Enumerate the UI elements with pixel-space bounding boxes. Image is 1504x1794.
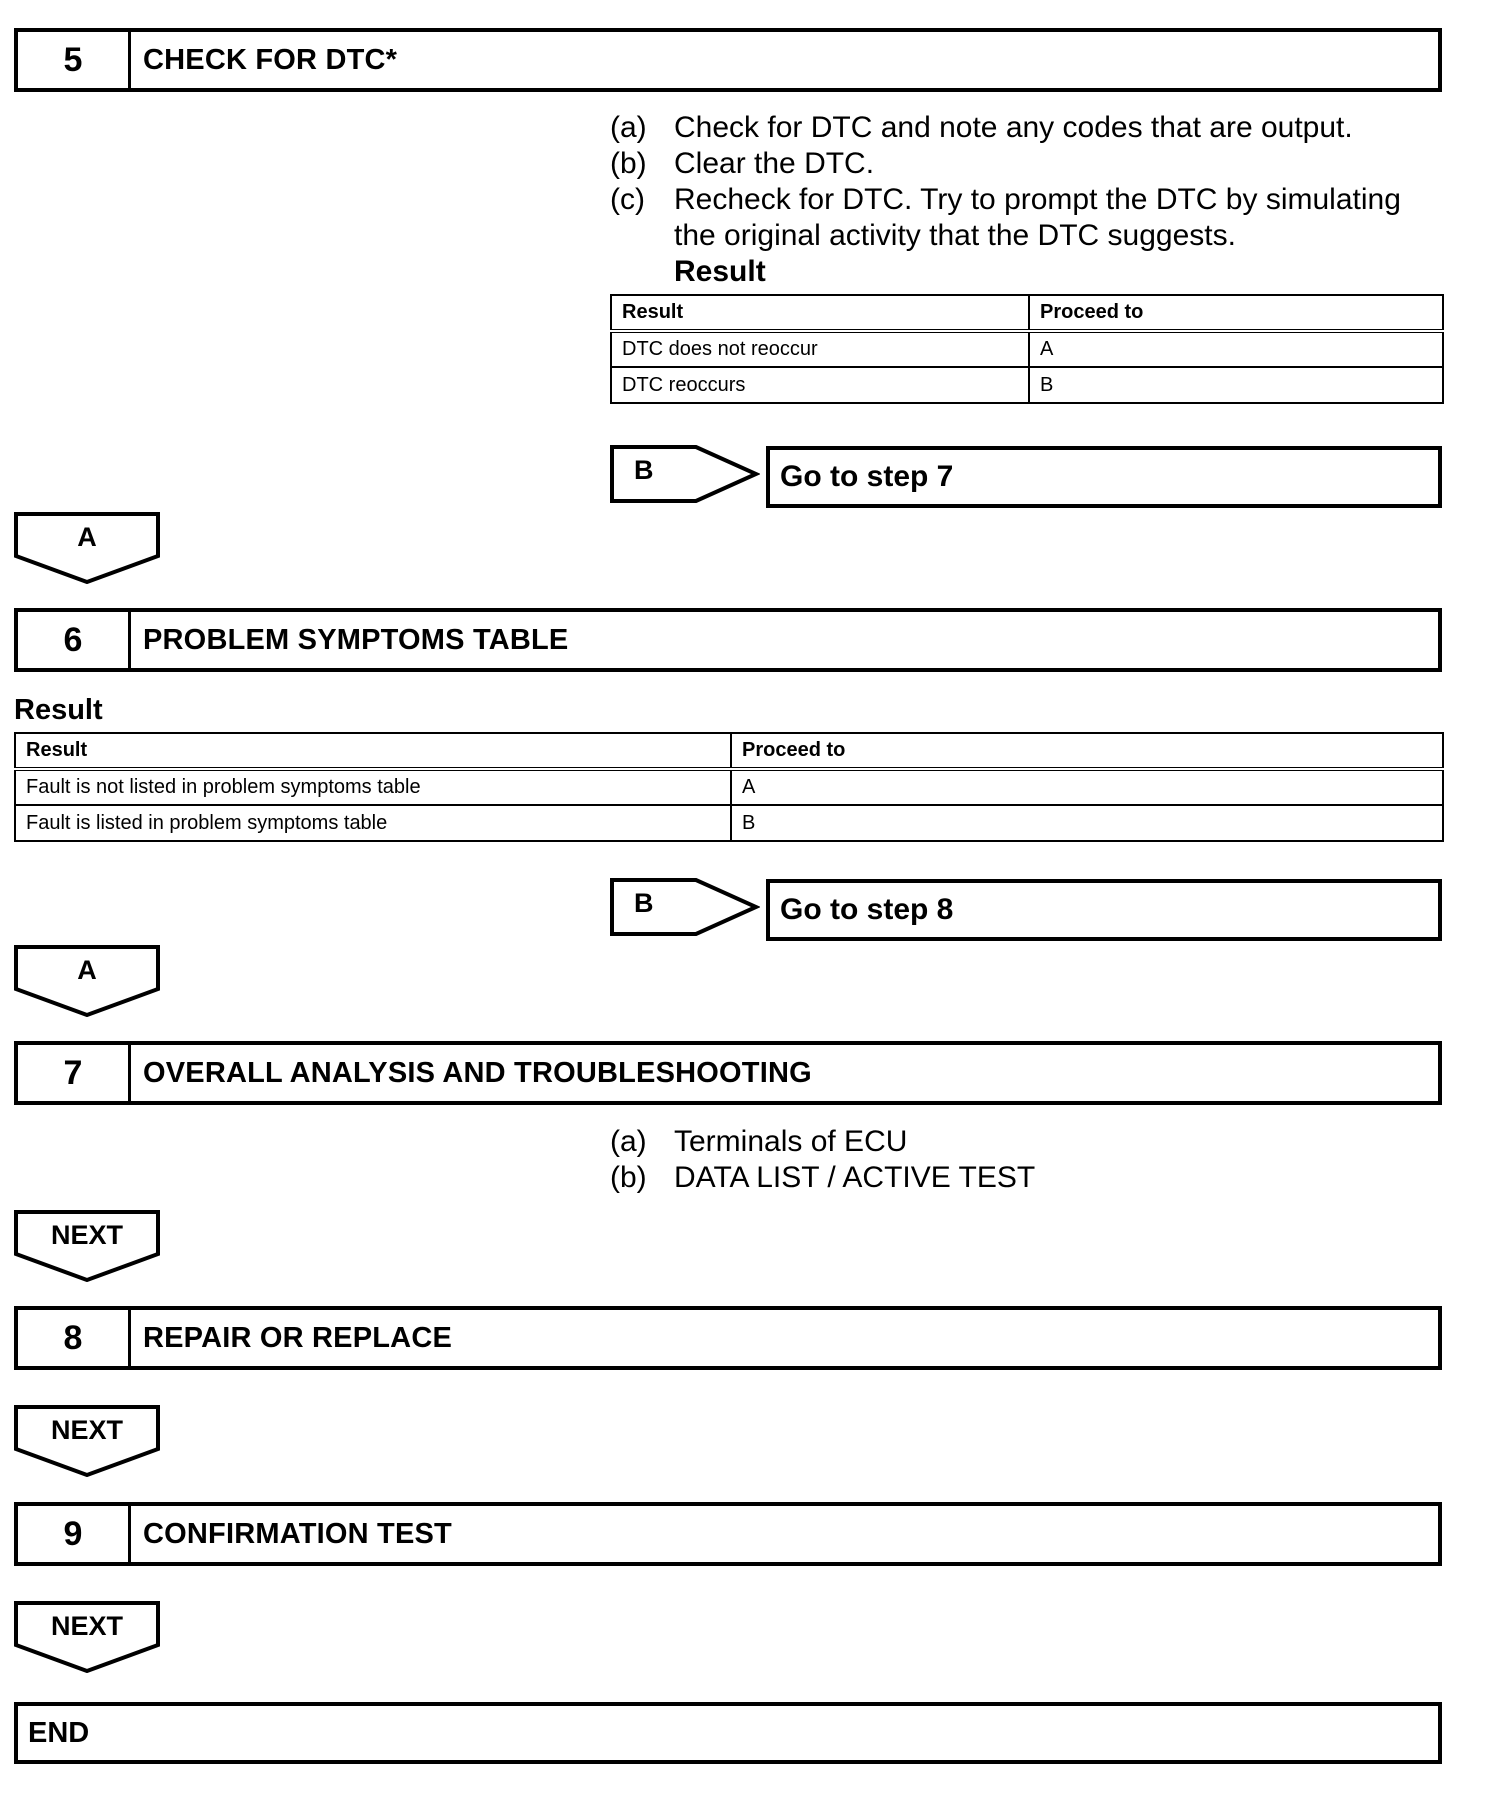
flow-arrow-next	[14, 1405, 160, 1477]
instruction-label: (b)	[610, 1161, 647, 1194]
table-cell: DTC does not reoccur	[611, 331, 1029, 367]
end-box: END	[14, 1702, 1442, 1764]
right-pointer-icon	[610, 445, 760, 503]
instruction-item	[610, 1124, 1450, 1160]
instruction-item	[610, 182, 1450, 254]
step-5-result-table	[610, 294, 1444, 404]
goto-step-7-box: Go to step 7	[766, 446, 1442, 508]
result-heading: Result	[14, 694, 103, 726]
step-number: 9	[18, 1506, 131, 1562]
step-title: CONFIRMATION TEST	[143, 1517, 452, 1550]
instruction-item	[610, 146, 1450, 182]
instruction-text: Terminals of ECU	[674, 1125, 908, 1158]
instruction-label: (b)	[610, 147, 647, 180]
instruction-text: Clear the DTC.	[674, 147, 875, 180]
flow-label: A	[77, 955, 97, 985]
table-row	[15, 769, 1443, 805]
step-6-header	[14, 608, 1442, 672]
table-cell: A	[731, 769, 1443, 805]
step-number: 8	[18, 1310, 131, 1366]
instruction-text: DATA LIST / ACTIVE TEST	[674, 1161, 1036, 1194]
flow-label: NEXT	[50, 1611, 123, 1641]
flow-arrow-a	[14, 512, 160, 584]
step-9-header	[14, 1502, 1442, 1566]
instruction-label: (c)	[610, 183, 645, 216]
step-7-instructions	[610, 1124, 1450, 1196]
table-cell: B	[731, 805, 1443, 841]
flow-label: NEXT	[50, 1220, 123, 1250]
column-header: Proceed to	[731, 733, 1443, 769]
column-header: Result	[611, 295, 1029, 331]
step-number: 7	[18, 1045, 131, 1101]
instruction-item	[610, 110, 1450, 146]
branch-b-arrow	[610, 878, 760, 936]
table-row	[611, 367, 1443, 403]
table-cell: Fault is listed in problem symptoms table	[15, 805, 731, 841]
branch-label: B	[634, 888, 654, 918]
step-5-header	[14, 28, 1442, 92]
instruction-text: Recheck for DTC. Try to prompt the DTC by simulating the original activity that the DTC suggests.	[674, 183, 1401, 252]
branch-b-arrow	[610, 445, 760, 503]
table-cell: B	[1029, 367, 1443, 403]
step-5-instructions	[610, 110, 1450, 290]
step-number: 6	[18, 612, 131, 668]
table-cell: DTC reoccurs	[611, 367, 1029, 403]
table-row	[15, 805, 1443, 841]
flow-label: A	[77, 522, 97, 552]
step-title: PROBLEM SYMPTOMS TABLE	[143, 623, 569, 656]
flow-label: NEXT	[50, 1415, 123, 1445]
step-title: REPAIR OR REPLACE	[143, 1321, 453, 1354]
result-heading: Result	[674, 255, 766, 288]
table-cell: Fault is not listed in problem symptoms table	[15, 769, 731, 805]
goto-step-8-box: Go to step 8	[766, 879, 1442, 941]
table-row	[611, 331, 1443, 367]
flow-arrow-next	[14, 1210, 160, 1282]
step-title: CHECK FOR DTC*	[143, 43, 398, 76]
step-7-header	[14, 1041, 1442, 1105]
instruction-text: Check for DTC and note any codes that are output.	[674, 111, 1353, 144]
flow-arrow-next	[14, 1601, 160, 1673]
instruction-label: (a)	[610, 111, 647, 144]
table-cell: A	[1029, 331, 1443, 367]
flow-arrow-a	[14, 945, 160, 1017]
step-6-result-table	[14, 732, 1444, 842]
step-number: 5	[18, 32, 131, 88]
table-header-row	[15, 733, 1443, 769]
step-title: OVERALL ANALYSIS AND TROUBLESHOOTING	[143, 1056, 812, 1089]
branch-label: B	[634, 455, 654, 485]
column-header: Proceed to	[1029, 295, 1443, 331]
right-pointer-icon	[610, 878, 760, 936]
table-header-row	[611, 295, 1443, 331]
column-header: Result	[15, 733, 731, 769]
instruction-item	[610, 1160, 1450, 1196]
instruction-label: (a)	[610, 1125, 647, 1158]
step-8-header	[14, 1306, 1442, 1370]
